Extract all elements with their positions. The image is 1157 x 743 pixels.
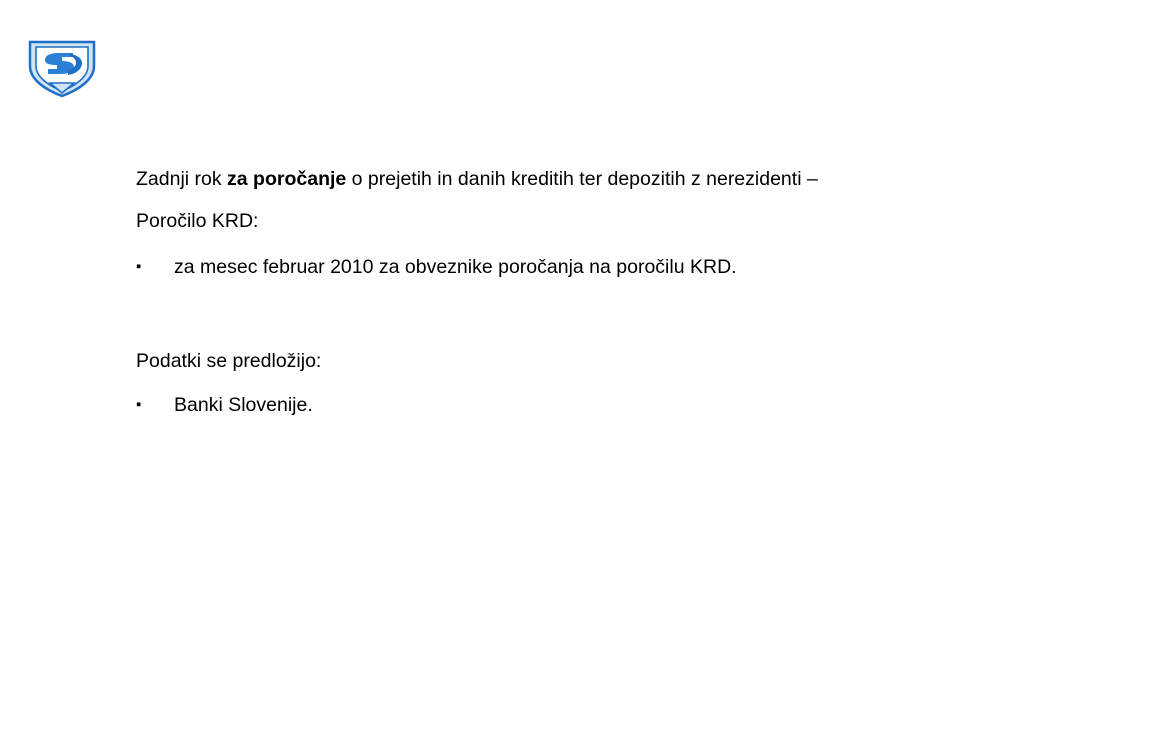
paragraph-deadline xyxy=(136,158,1026,200)
paragraph-deadline-part1: Zadnji rok xyxy=(136,168,228,190)
paragraph-report-name: Poročilo KRD: xyxy=(136,210,259,232)
paragraph-deadline-emphasis: za poročanje xyxy=(227,168,347,190)
list-item xyxy=(136,388,1026,422)
list-item-label: za mesec februar 2010 za obveznike poročanja na poročilu KRD. xyxy=(174,256,737,278)
slide-content xyxy=(136,158,1026,422)
list-item-label: Banki Slovenije. xyxy=(174,394,313,416)
paragraph-submission: Podatki se predložijo: xyxy=(136,350,322,372)
sd-shield-logo xyxy=(26,36,98,98)
spacer xyxy=(136,284,1026,316)
paragraph-deadline-part3: o prejetih in danih kreditih ter depozitih z nerezidenti – xyxy=(346,168,818,190)
list-item xyxy=(136,250,1026,284)
bullet-square-icon: ▪ xyxy=(136,258,142,275)
bullet-square-icon: ▪ xyxy=(136,396,142,413)
